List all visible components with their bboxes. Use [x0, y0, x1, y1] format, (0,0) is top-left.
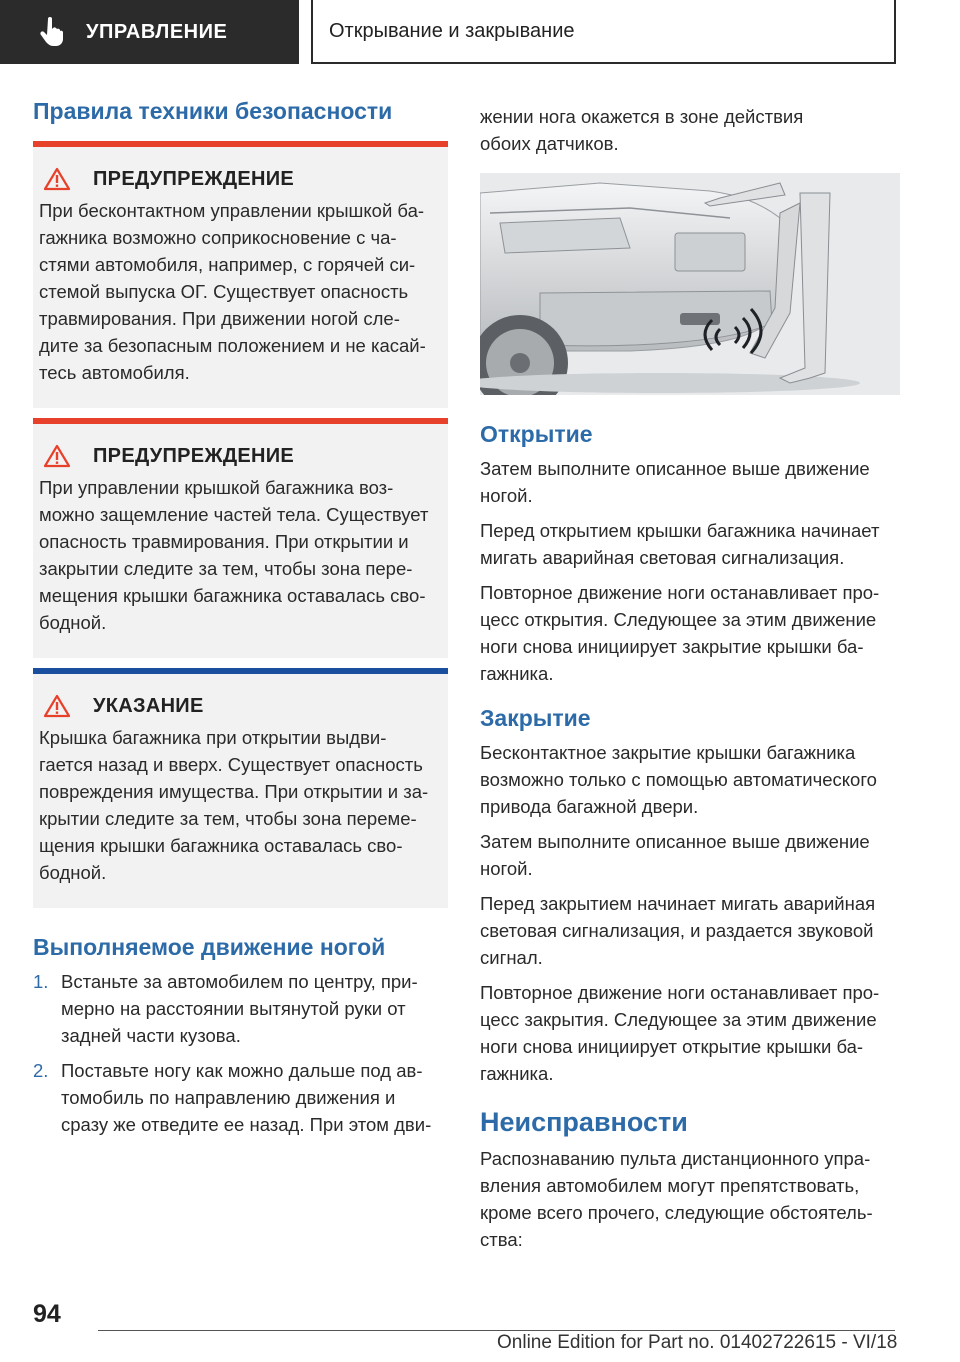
footer-divider: [98, 1330, 895, 1331]
list-item: 1. Встаньте за автомобилем по центру, при- мерно на расстоянии вытянутой руки от задней части кузова.: [33, 971, 418, 1046]
close-text-2: Затем выполните описанное выше движение ногой.: [480, 831, 870, 879]
warning-text: При управлении крышкой багажника воз- можно защемление частей тела. Существует опасность травмирования. При открытии и закрытии следите за тем, чтобы зона пере- мещения крышки багажника оставалась сво- бодной.: [39, 477, 429, 633]
kick-sensor-illustration: [480, 173, 900, 395]
chapter-tab[interactable]: [0, 0, 299, 64]
motion-title: Выполняемое движение ногой: [33, 934, 386, 960]
hand-pointer-icon: [40, 17, 64, 47]
warning-label: ПРЕДУПРЕЖДЕНИЕ: [93, 444, 295, 467]
left-column: [33, 96, 448, 1146]
close-text-4: Повторное движение ноги останавливает про- цесс закрытия. Следующее за этим движение ноги снова инициирует открытие крышки ба- гажника.: [480, 982, 880, 1084]
section-title-text: Открывание и закрывание: [329, 19, 575, 42]
safety-title: Правила техники безопасности: [33, 98, 393, 124]
close-text-3: Перед закрытием начинает мигать аварийная световая сигнализация, и раздается звуковой сигнал.: [480, 893, 876, 968]
chapter-title: УПРАВЛЕНИЕ: [86, 20, 228, 43]
notice-text: Крышка багажника при открытии выдви- гается назад и вверх. Существует опасность повреждения имущества. При открытии и за- крытии следите за тем, чтобы зона переме- щения крышки багажника оставалась сво- бодной.: [39, 727, 429, 883]
notice-box: [33, 668, 448, 908]
close-title: Закрытие: [480, 705, 591, 731]
warning-box-2: [33, 418, 448, 658]
open-text-2: Перед открытием крышки багажника начинает мигать аварийная световая сигнализация.: [480, 520, 880, 568]
warning-triangle-icon: [43, 167, 71, 191]
warning-triangle-icon: [43, 694, 71, 718]
edition-info: Online Edition for Part no. 01402722615 - VI/18: [497, 1332, 898, 1353]
notice-label: УКАЗАНИЕ: [93, 694, 204, 717]
section-title: [311, 0, 896, 64]
step-list: [33, 968, 448, 1138]
list-item: 2. Поставьте ногу как можно дальше под ав- томобиль по направлению движения и сразу же отведите ее назад. При этом дви-: [33, 1060, 432, 1135]
fault-title: Неисправности: [480, 1107, 688, 1137]
warning-label: ПРЕДУПРЕЖДЕНИЕ: [93, 167, 295, 190]
warning-text: При бесконтактном управлении крышкой ба- гажника возможно соприкосновение с ча- стями автомобиля, например, с горячей си- стемой выпуска ОГ. Существует опасность травмирования. При движении ногой сле- дите за безопасным положением и не касай- тесь автомобиля.: [39, 200, 426, 383]
car-rear-foot-image: [480, 173, 900, 395]
right-column: [480, 96, 900, 1253]
warning-box-1: [33, 141, 448, 408]
open-text-3: Повторное движение ноги останавливает про- цесс открытия. Следующее за этим движение ноги снова инициирует закрытие крышки ба- гажника.: [480, 582, 880, 684]
continuation-text: жении нога окажется в зоне действия обоих датчиков.: [480, 106, 804, 154]
page-number: 94: [33, 1300, 61, 1328]
fault-text: Распознаванию пульта дистанционного упра- вления автомобилем могут препятствовать, кроме всего прочего, следующие обстоятель- ства:: [480, 1148, 873, 1250]
close-text-1: Бесконтактное закрытие крышки багажника возможно только с помощью автоматического привода багажной двери.: [480, 742, 877, 817]
open-text-1: Затем выполните описанное выше движение ногой.: [480, 458, 870, 506]
open-title: Открытие: [480, 421, 593, 447]
warning-triangle-icon: [43, 444, 71, 468]
